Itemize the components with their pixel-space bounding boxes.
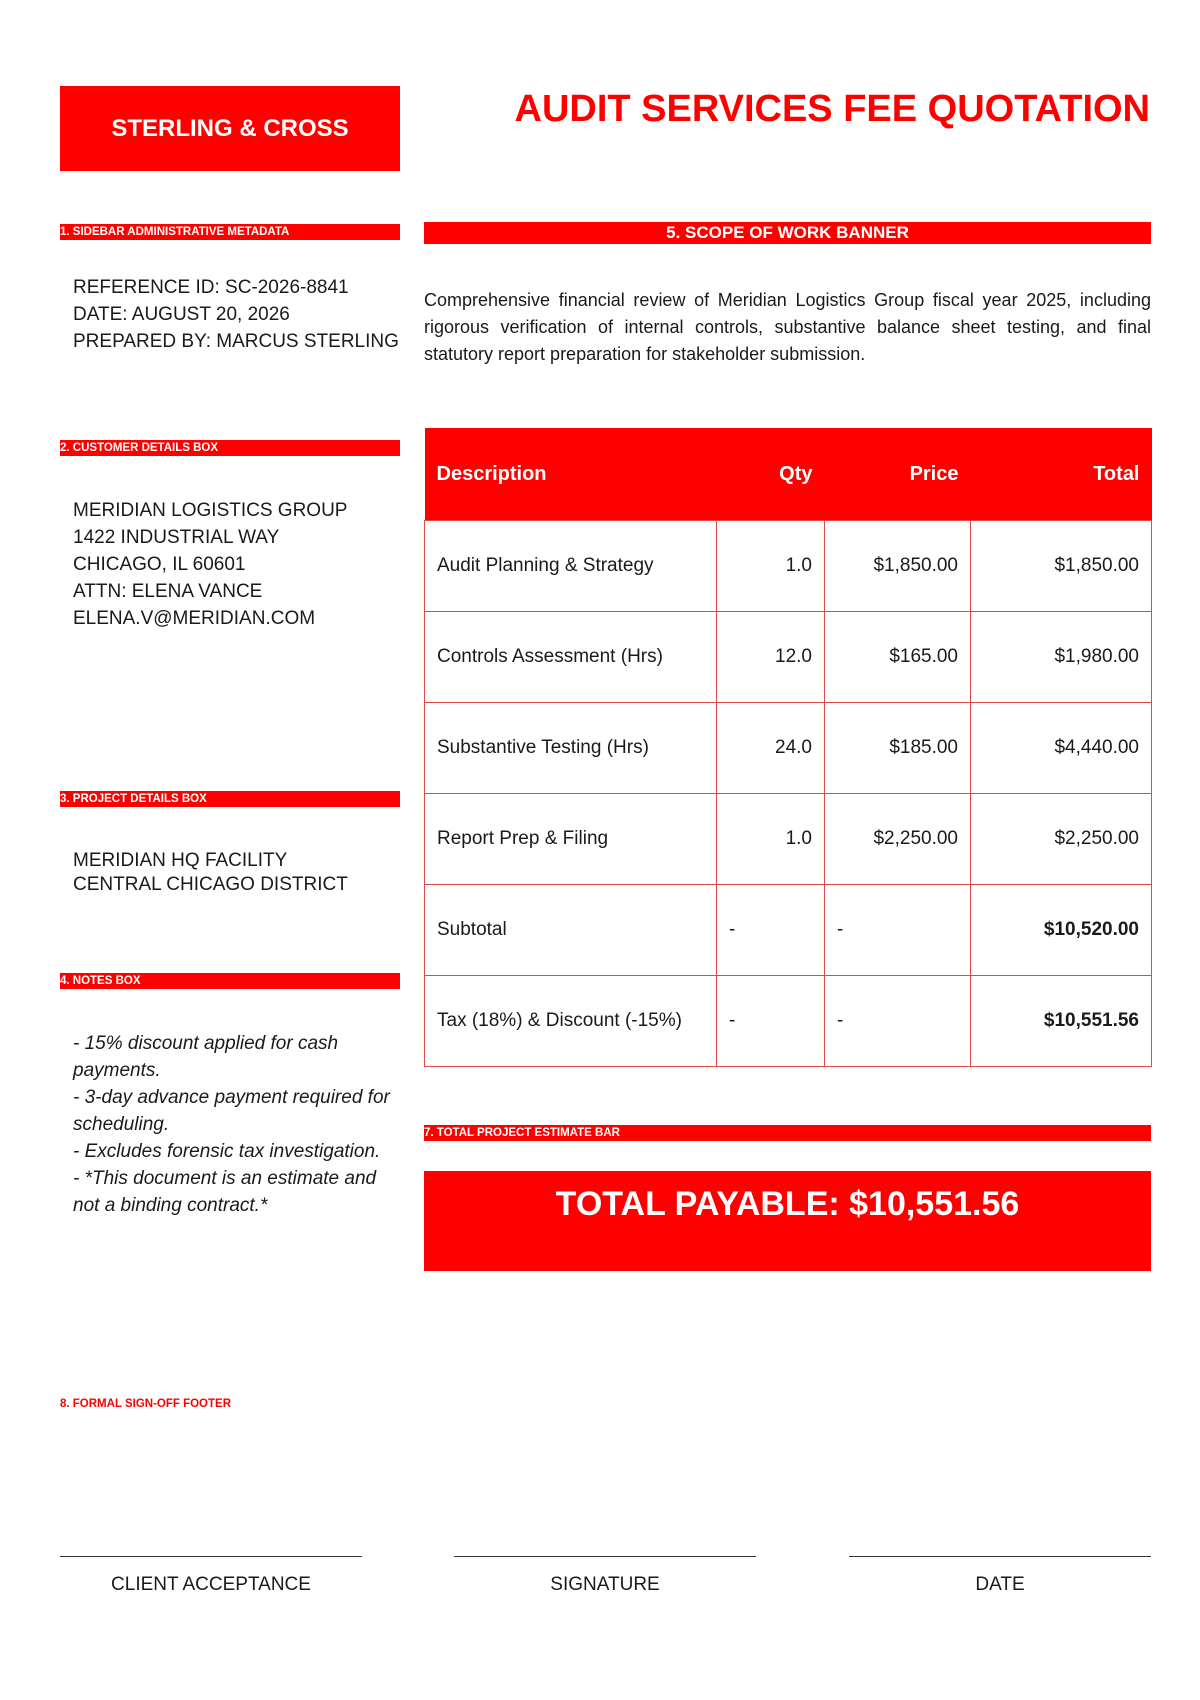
row-total: $4,440.00	[971, 703, 1152, 794]
client-acceptance-label: CLIENT ACCEPTANCE	[111, 1574, 311, 1595]
row-price: $2,250.00	[825, 794, 971, 885]
row-description: Audit Planning & Strategy	[425, 521, 717, 612]
customer-details-label: 2. CUSTOMER DETAILS BOX	[60, 440, 400, 456]
tax-discount-price: -	[825, 976, 971, 1067]
table-row	[425, 794, 1152, 885]
tax-discount-value: $10,551.56	[971, 976, 1152, 1067]
scope-description: Comprehensive financial review of Meridian Logistics Group fiscal year 2025, including rigorous verification of internal controls, substantive balance sheet testing, and final statutory report preparation for stakeholder submission.	[424, 290, 1151, 364]
customer-city: CHICAGO, IL 60601	[73, 554, 246, 575]
subtotal-label: Subtotal	[425, 885, 717, 976]
row-price: $1,850.00	[825, 521, 971, 612]
customer-details	[73, 497, 347, 632]
company-logo-box	[60, 86, 400, 171]
notes-box	[73, 1030, 398, 1219]
row-total: $2,250.00	[971, 794, 1152, 885]
signature-label: SIGNATURE	[550, 1574, 660, 1595]
table-row	[425, 612, 1152, 703]
tax-discount-row	[425, 976, 1152, 1067]
subtotal-value: $10,520.00	[971, 885, 1152, 976]
client-acceptance-line	[60, 1556, 362, 1557]
customer-attention: ATTN: ELENA VANCE	[73, 581, 263, 602]
subtotal-row	[425, 885, 1152, 976]
row-total: $1,980.00	[971, 612, 1152, 703]
project-details	[73, 849, 348, 897]
subtotal-price: -	[825, 885, 971, 976]
customer-email: ELENA.V@MERIDIAN.COM	[73, 608, 316, 629]
table-row	[425, 703, 1152, 794]
signature-line	[454, 1556, 756, 1557]
prepared-by: PREPARED BY: MARCUS STERLING	[73, 331, 399, 352]
document-title: AUDIT SERVICES FEE QUOTATION	[514, 88, 1150, 130]
admin-metadata-label: 1. SIDEBAR ADMINISTRATIVE METADATA	[60, 224, 400, 240]
scope-banner: 5. SCOPE OF WORK BANNER	[424, 222, 1151, 244]
total-estimate-label: 7. TOTAL PROJECT ESTIMATE BAR	[424, 1125, 1151, 1141]
row-description: Controls Assessment (Hrs)	[425, 612, 717, 703]
row-price: $165.00	[825, 612, 971, 703]
project-facility: MERIDIAN HQ FACILITY	[73, 850, 288, 871]
table-header-row	[425, 428, 1152, 521]
row-qty: 24.0	[717, 703, 825, 794]
header-description: Description	[425, 428, 717, 521]
tax-discount-label: Tax (18%) & Discount (-15%)	[425, 976, 717, 1067]
note-item: - *This document is an estimate and not a binding contract.*	[73, 1168, 377, 1216]
customer-name: MERIDIAN LOGISTICS GROUP	[73, 500, 348, 521]
date-label: DATE	[975, 1574, 1025, 1595]
project-district: CENTRAL CHICAGO DISTRICT	[73, 874, 348, 895]
row-description: Substantive Testing (Hrs)	[425, 703, 717, 794]
row-description: Report Prep & Filing	[425, 794, 717, 885]
subtotal-qty: -	[717, 885, 825, 976]
tax-discount-qty: -	[717, 976, 825, 1067]
quote-date: DATE: AUGUST 20, 2026	[73, 304, 290, 325]
line-items-table	[424, 428, 1152, 1067]
row-price: $185.00	[825, 703, 971, 794]
note-item: - 3-day advance payment required for scheduling.	[73, 1087, 390, 1135]
row-total: $1,850.00	[971, 521, 1152, 612]
note-item: - Excludes forensic tax investigation.	[73, 1141, 381, 1162]
project-details-label: 3. PROJECT DETAILS BOX	[60, 791, 400, 807]
note-item: - 15% discount applied for cash payments.	[73, 1033, 339, 1081]
total-payable-bar	[424, 1171, 1151, 1271]
notes-label: 4. NOTES BOX	[60, 973, 400, 989]
admin-metadata	[73, 274, 399, 355]
header-qty: Qty	[717, 428, 825, 521]
customer-street: 1422 INDUSTRIAL WAY	[73, 527, 280, 548]
row-qty: 12.0	[717, 612, 825, 703]
company-name: STERLING & CROSS	[111, 114, 349, 142]
header-total: Total	[971, 428, 1152, 521]
date-line	[849, 1556, 1151, 1557]
row-qty: 1.0	[717, 794, 825, 885]
table-row	[425, 521, 1152, 612]
header-price: Price	[825, 428, 971, 521]
row-qty: 1.0	[717, 521, 825, 612]
reference-id: REFERENCE ID: SC-2026-8841	[73, 277, 349, 298]
signoff-footer-label: 8. FORMAL SIGN-OFF FOOTER	[60, 1398, 232, 1410]
total-payable: TOTAL PAYABLE: $10,551.56	[555, 1185, 1020, 1223]
